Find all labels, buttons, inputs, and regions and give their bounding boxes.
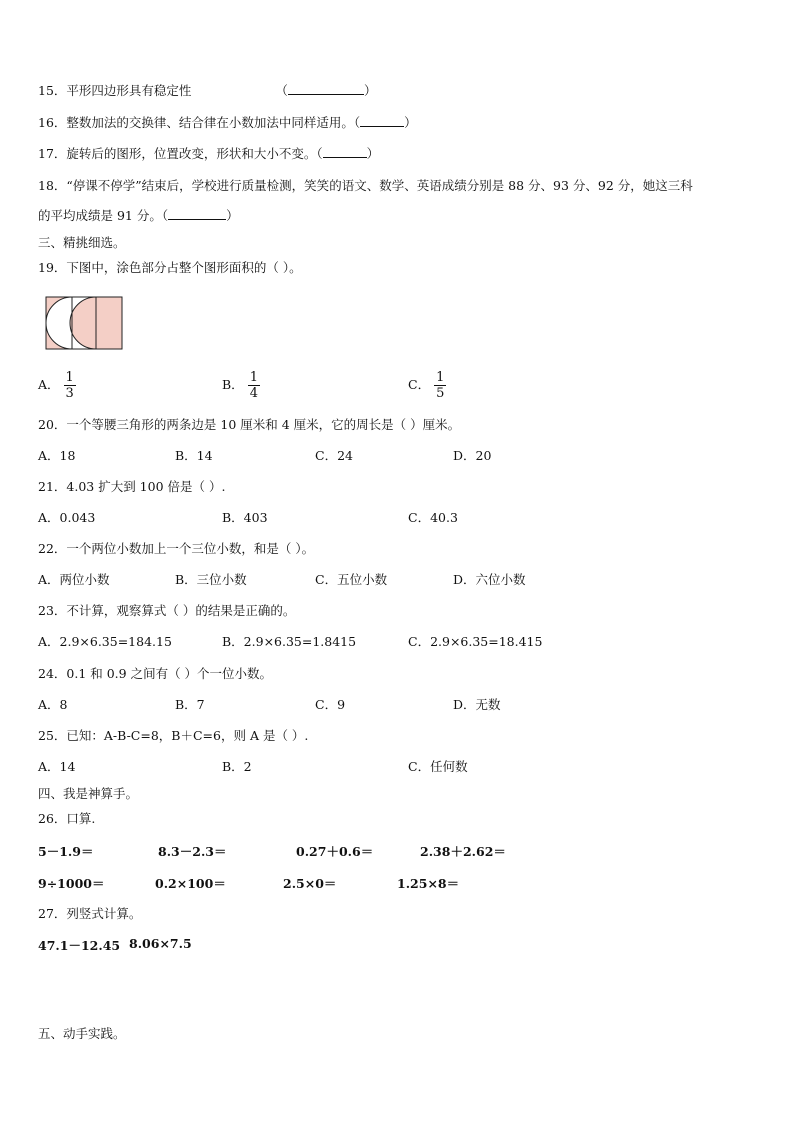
fraction-denominator: 4	[249, 386, 258, 401]
q20-option-c[interactable]: C．24	[315, 448, 353, 463]
q24-option-b[interactable]: B．7	[175, 697, 205, 712]
q19-option-b-fraction	[248, 370, 260, 401]
section-5-heading: 五、动手实践。	[38, 1026, 126, 1041]
fraction-numerator: 1	[249, 370, 258, 385]
question-17-blank[interactable]	[323, 145, 367, 158]
oral-calc-5: 9÷1000＝	[38, 876, 105, 891]
question-15-paren-open: （	[275, 83, 288, 98]
shaded-figure	[45, 296, 125, 351]
question-24-text: 24．0.1 和 0.9 之间有（ ）个一位小数。	[38, 666, 273, 681]
q22-option-c[interactable]: C．五位小数	[315, 572, 388, 587]
q25-option-a[interactable]: A．14	[38, 759, 76, 774]
fraction-numerator: 1	[65, 370, 74, 385]
fraction-denominator: 3	[65, 386, 74, 401]
q19-option-c[interactable]	[408, 370, 446, 401]
oral-calc-6: 0.2×100＝	[155, 876, 226, 891]
q22-option-a[interactable]: A．两位小数	[38, 572, 110, 587]
q19-option-b-label: B．	[222, 377, 244, 392]
q19-option-b[interactable]	[222, 370, 260, 401]
q25-option-c[interactable]: C．任何数	[408, 759, 468, 774]
q19-option-c-fraction	[434, 370, 446, 401]
oral-calc-4: 2.38＋2.62＝	[420, 844, 506, 859]
section-3-heading: 三、精挑细选。	[38, 235, 126, 250]
q21-option-a[interactable]: A．0.043	[38, 510, 96, 525]
section-4-heading: 四、我是神算手。	[38, 786, 139, 801]
question-17-paren-close: ）	[366, 146, 380, 161]
question-18-blank[interactable]	[168, 207, 226, 220]
question-22-text: 22．一个两位小数加上一个三位小数，和是（ ）。	[38, 541, 315, 556]
question-16-text: 16．整数加法的交换律、结合律在小数加法中同样适用。（	[38, 115, 361, 130]
oral-calc-1: 5－1.9＝	[38, 844, 94, 859]
question-23-text: 23．不计算，观察算式（ ）的结果是正确的。	[38, 603, 296, 618]
question-19-text: 19．下图中，涂色部分占整个图形面积的（ ）。	[38, 260, 302, 275]
question-26-text: 26．口算.	[38, 811, 96, 826]
q23-option-b[interactable]: B．2.9×6.35=1.8415	[222, 634, 357, 649]
question-20-text: 20．一个等腰三角形的两条边是 10 厘米和 4 厘米，它的周长是（ ）厘米。	[38, 417, 461, 432]
q24-option-c[interactable]: C．9	[315, 697, 346, 712]
q19-option-c-label: C．	[408, 377, 431, 392]
question-15-blank[interactable]	[288, 82, 364, 95]
question-27-text: 27．列竖式计算。	[38, 906, 142, 921]
q21-option-c[interactable]: C．40.3	[408, 510, 458, 525]
q19-option-a[interactable]	[38, 370, 76, 401]
q22-option-b[interactable]: B．三位小数	[175, 572, 247, 587]
oral-calc-7: 2.5×0＝	[283, 876, 337, 891]
fraction-denominator: 5	[436, 386, 445, 401]
q25-option-b[interactable]: B．2	[222, 759, 252, 774]
oral-calc-3: 0.27＋0.6＝	[296, 844, 374, 859]
question-15-paren-close: ）	[363, 83, 377, 98]
vertical-calc-2: 8.06×7.5	[129, 936, 192, 951]
q20-option-d[interactable]: D．20	[453, 448, 492, 463]
question-16	[38, 114, 417, 132]
question-25-text: 25．已知：A-B-C=8，B＋C=6，则 A 是（ ）.	[38, 728, 309, 743]
question-17-text: 17．旋转后的图形，位置改变，形状和大小不变。（	[38, 146, 323, 161]
q20-option-a[interactable]: A．18	[38, 448, 76, 463]
question-18-line1: 18．“停课不停学”结束后，学校进行质量检测，笑笑的语文、数学、英语成绩分别是 88 分、93 分、92 分，她这三科	[38, 178, 693, 193]
q21-option-b[interactable]: B．403	[222, 510, 268, 525]
question-18-paren-close: ）	[226, 208, 239, 223]
q24-option-d[interactable]: D．无数	[453, 697, 501, 712]
q19-option-a-label: A．	[38, 377, 60, 392]
q22-option-d[interactable]: D．六位小数	[453, 572, 526, 587]
oral-calc-8: 1.25×8＝	[397, 876, 460, 891]
fraction-numerator: 1	[436, 370, 445, 385]
q24-option-a[interactable]: A．8	[38, 697, 68, 712]
question-18-text: 的平均成绩是 91 分。（	[38, 208, 169, 223]
q23-option-c[interactable]: C．2.9×6.35=18.415	[408, 634, 543, 649]
question-18-line2	[38, 207, 239, 225]
q19-option-a-fraction	[64, 370, 76, 401]
oral-calc-2: 8.3－2.3＝	[158, 844, 227, 859]
question-17	[38, 145, 379, 163]
question-15	[38, 82, 376, 100]
question-21-text: 21．4.03 扩大到 100 倍是（ ）.	[38, 479, 226, 494]
q20-option-b[interactable]: B．14	[175, 448, 213, 463]
vertical-calc-1: 47.1－12.45	[38, 938, 121, 953]
question-16-paren-close: ）	[404, 115, 417, 130]
question-15-text: 15．平形四边形具有稳定性	[38, 83, 192, 98]
q23-option-a[interactable]: A．2.9×6.35=184.15	[38, 634, 172, 649]
question-16-blank[interactable]	[360, 114, 404, 127]
